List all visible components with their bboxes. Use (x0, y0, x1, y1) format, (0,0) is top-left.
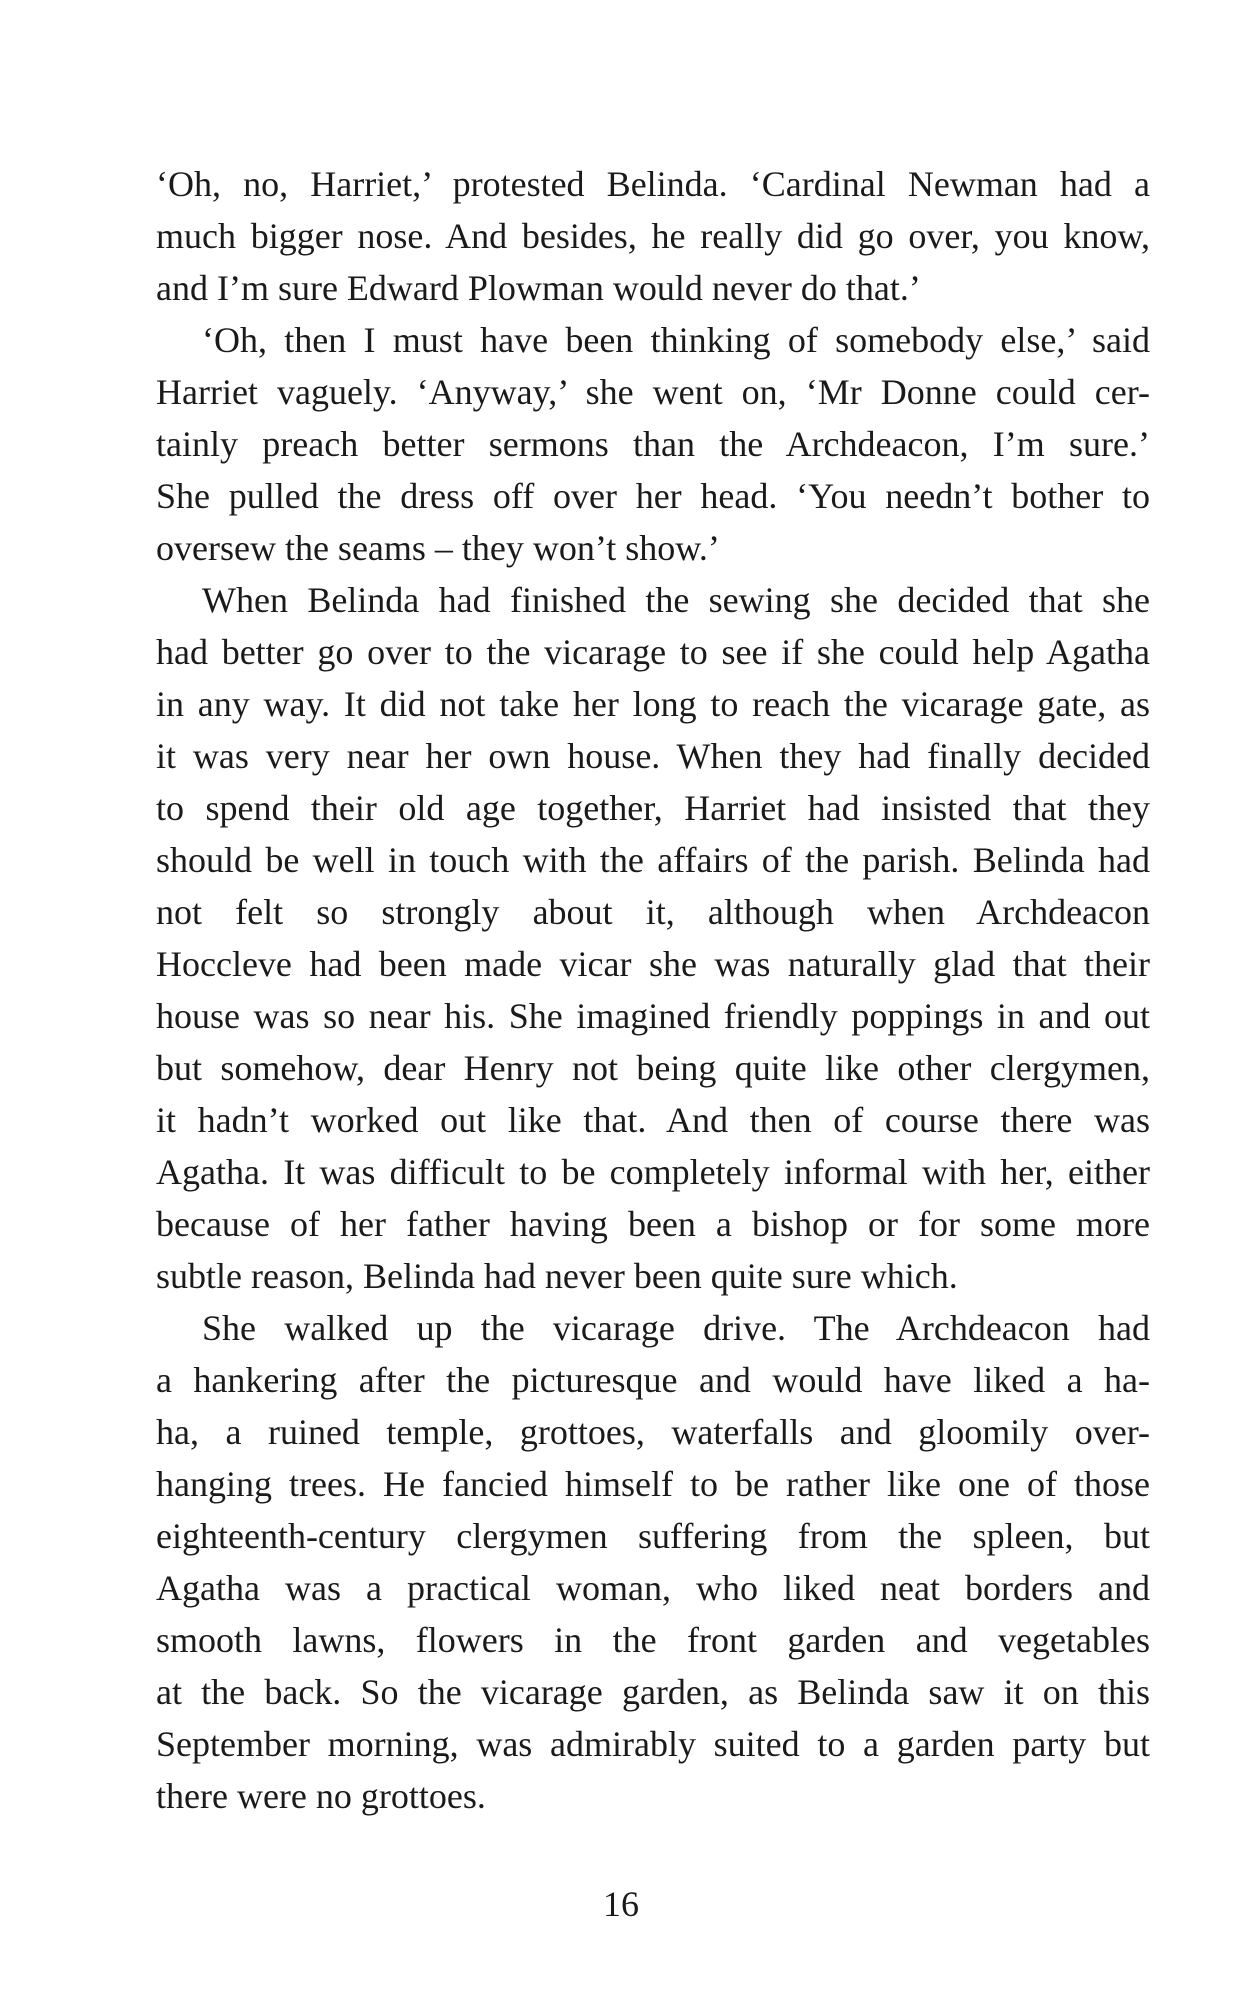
page-number: 16 (603, 1884, 639, 1924)
paragraph (156, 1302, 1150, 1822)
body-text (156, 158, 1150, 1822)
text-line: September morning, was admirably suited to a garden party but (156, 1724, 1150, 1764)
paragraph (156, 574, 1150, 1302)
text-line: hanging trees. He fancied himself to be rather like one of those (156, 1464, 1150, 1504)
text-line: Harriet vaguely. ‘Anyway,’ she went on, ‘Mr Donne could cer- (156, 372, 1150, 412)
text-line: Hoccleve had been made vicar she was naturally glad that their (156, 944, 1150, 984)
text-line: ha, a ruined temple, grottoes, waterfalls and gloomily over- (156, 1412, 1150, 1452)
text-line: it hadn’t worked out like that. And then of course there was (156, 1100, 1150, 1140)
text-line: there were no grottoes. (156, 1776, 486, 1816)
text-line: because of her father having been a bishop or for some more (156, 1204, 1150, 1244)
text-line: smooth lawns, flowers in the front garden and vegetables (156, 1620, 1150, 1660)
text-line: but somehow, dear Henry not being quite like other clergymen, (156, 1048, 1150, 1088)
text-line: Agatha was a practical woman, who liked neat borders and (156, 1568, 1150, 1608)
text-line: She pulled the dress off over her head. ‘You needn’t bother to (156, 476, 1150, 516)
text-line: She walked up the vicarage drive. The Archdeacon had (202, 1308, 1150, 1348)
text-line: a hankering after the picturesque and would have liked a ha- (156, 1360, 1150, 1400)
text-line: eighteenth-century clergymen suffering from the spleen, but (156, 1516, 1150, 1556)
text-line: When Belinda had finished the sewing she decided that she (202, 580, 1150, 620)
text-line: it was very near her own house. When they had finally decided (156, 736, 1150, 776)
text-line: had better go over to the vicarage to see if she could help Agatha (156, 632, 1150, 672)
text-line: to spend their old age together, Harriet had insisted that they (156, 788, 1150, 828)
text-line: house was so near his. She imagined friendly poppings in and out (156, 996, 1150, 1036)
text-line: tainly preach better sermons than the Archdeacon, I’m sure.’ (156, 424, 1150, 464)
text-line: and I’m sure Edward Plowman would never do that.’ (156, 268, 921, 308)
paragraph (156, 314, 1150, 574)
text-line: Agatha. It was difficult to be completely informal with her, either (156, 1152, 1150, 1192)
text-line: in any way. It did not take her long to reach the vicarage gate, as (156, 684, 1150, 724)
text-line: ‘Oh, then I must have been thinking of somebody else,’ said (202, 320, 1150, 360)
text-line: not felt so strongly about it, although when Archdeacon (156, 892, 1150, 932)
paragraph (156, 158, 1150, 314)
text-line: oversew the seams – they won’t show.’ (156, 528, 720, 568)
text-line: ‘Oh, no, Harriet,’ protested Belinda. ‘Cardinal Newman had a (156, 164, 1150, 204)
text-line: should be well in touch with the affairs of the parish. Belinda had (156, 840, 1150, 880)
text-line: subtle reason, Belinda had never been quite sure which. (156, 1256, 958, 1296)
text-line: at the back. So the vicarage garden, as Belinda saw it on this (156, 1672, 1150, 1712)
text-line: much bigger nose. And besides, he really did go over, you know, (156, 216, 1150, 256)
